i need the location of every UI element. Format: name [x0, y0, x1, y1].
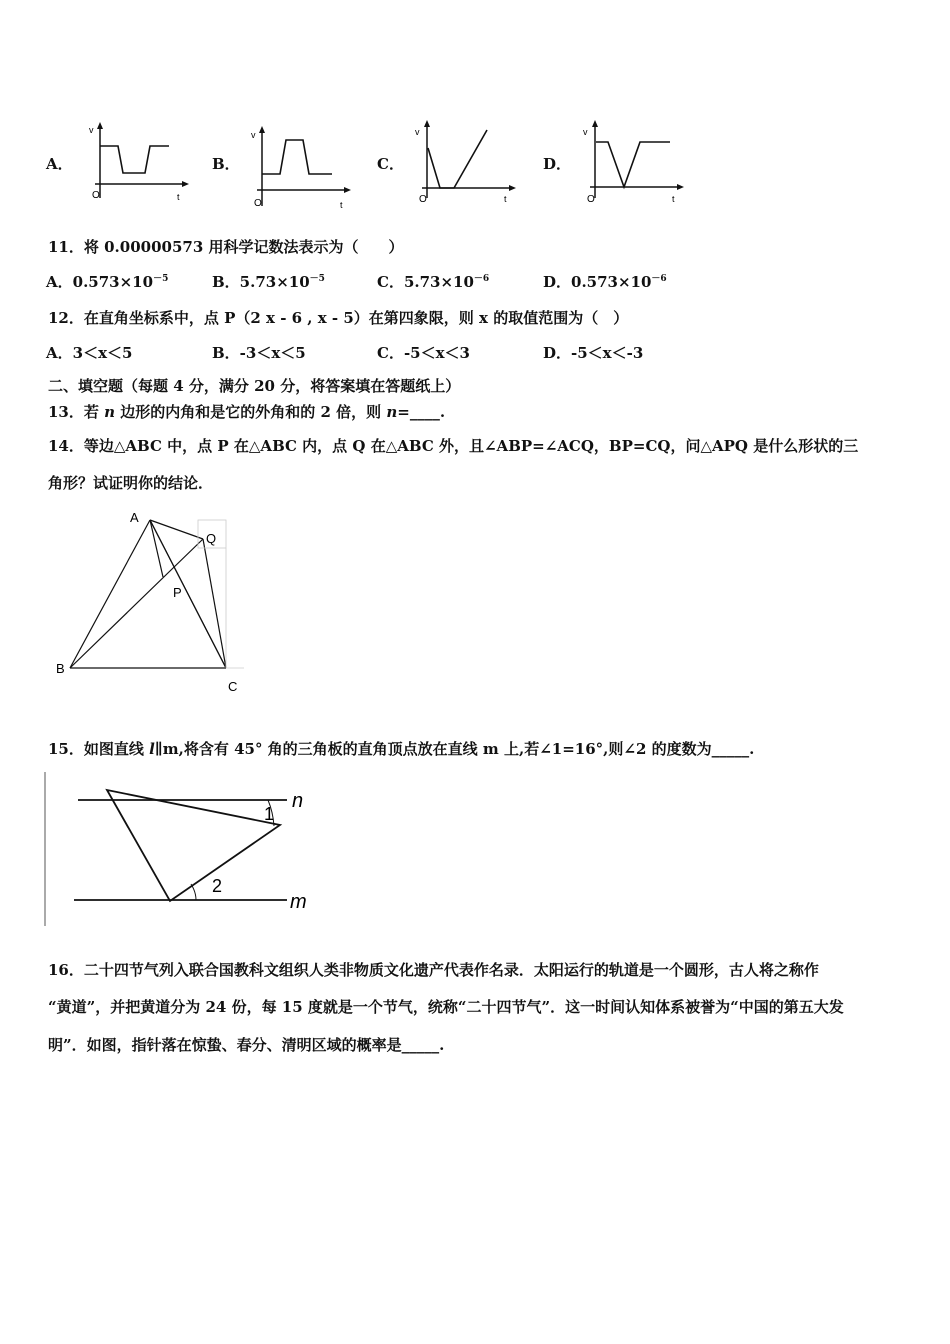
origin-c: O [419, 194, 427, 205]
q15-figure [44, 770, 324, 930]
option-b-label: B． [212, 155, 240, 173]
axis-t-c: t [504, 194, 507, 204]
point-a: A [130, 510, 139, 525]
graph-d [580, 118, 690, 208]
angle-2-label: 2 [212, 876, 223, 896]
origin-b: O [254, 198, 262, 209]
origin-a: O [92, 190, 100, 201]
q11-option-d: D．$0.573\times 10^{-6}$ [543, 273, 667, 291]
line-m-label: m [290, 891, 307, 913]
option-c-label: C． [377, 155, 404, 173]
q14-line1: 14．等边△ABC 中，点 P 在△ABC 内，点 Q 在△ABC 外，且∠ABP=∠ACQ，BP=CQ，问△APQ 是什么形状的三 [48, 437, 859, 455]
axis-t-a: t [177, 192, 180, 202]
origin-d: O [587, 194, 595, 205]
axis-v-d: v [583, 127, 588, 137]
graph-b [247, 122, 357, 212]
angle-1-label: 1 [264, 804, 275, 824]
axis-v-b: v [251, 130, 256, 140]
point-c: C [228, 679, 238, 694]
option-a-label: A． [46, 155, 73, 173]
axis-v-c: v [415, 127, 420, 137]
point-p: P [173, 585, 182, 600]
q12-stem: 12．在直角坐标系中，点 P（2 x - 6 , x - 5）在第四象限，则 x 的取值范围为（ ） [48, 309, 629, 327]
axis-v-a: v [89, 125, 94, 135]
point-b: B [56, 661, 65, 676]
q11-option-b: B．$5.73\times 10^{-5}$ [212, 273, 325, 291]
graph-a [85, 118, 195, 208]
q12-option-d: D．-5＜x＜-3 [543, 344, 644, 362]
q14-line2: 角形？试证明你的结论． [48, 474, 214, 492]
line-n-label: n [292, 790, 304, 812]
axis-t-d: t [672, 194, 675, 204]
q12-option-b: B．-3＜x＜5 [212, 344, 306, 362]
q16-line2: “黄道”，并把黄道分为 24 份，每 15 度就是一个节气，统称“二十四节气”．这一时间认知体系被誉为“中国的第五大发 [48, 998, 844, 1016]
q13-text: 13．若 n 边形的内角和是它的外角和的 2 倍，则 n=____. [48, 403, 446, 421]
point-q: Q [206, 531, 217, 546]
q11-option-c: C．$5.73\times 10^{-6}$ [377, 273, 490, 291]
q16-line1: 16．二十四节气列入联合国教科文组织人类非物质文化遗产代表作名录．太阳运行的轨道是一个圆形，古人将之称作 [48, 961, 819, 979]
q16-line3: 明”．如图，指针落在惊蛰、春分、清明区域的概率是_____. [48, 1036, 445, 1054]
q11-stem: 11．将 0.00000573 用科学记数法表示为（ ） [48, 238, 404, 256]
q12-option-c: C．-5＜x＜3 [377, 344, 470, 362]
q14-figure [50, 505, 260, 705]
q12-option-a: A．3＜x＜5 [46, 344, 133, 362]
option-d-label: D． [543, 155, 572, 173]
graph-c [412, 118, 522, 208]
axis-t-b: t [340, 200, 343, 210]
q15-text: 15．如图直线 l∥m,将含有 45° 角的三角板的直角顶点放在直线 m 上,若∠1=16°,则∠2 的度数为_____. [48, 740, 755, 758]
q11-option-a: A．$0.573\times 10^{-5}$ [46, 273, 169, 291]
section-heading: 二、填空题（每题 4 分，满分 20 分，将答案填在答题纸上） [48, 377, 461, 395]
